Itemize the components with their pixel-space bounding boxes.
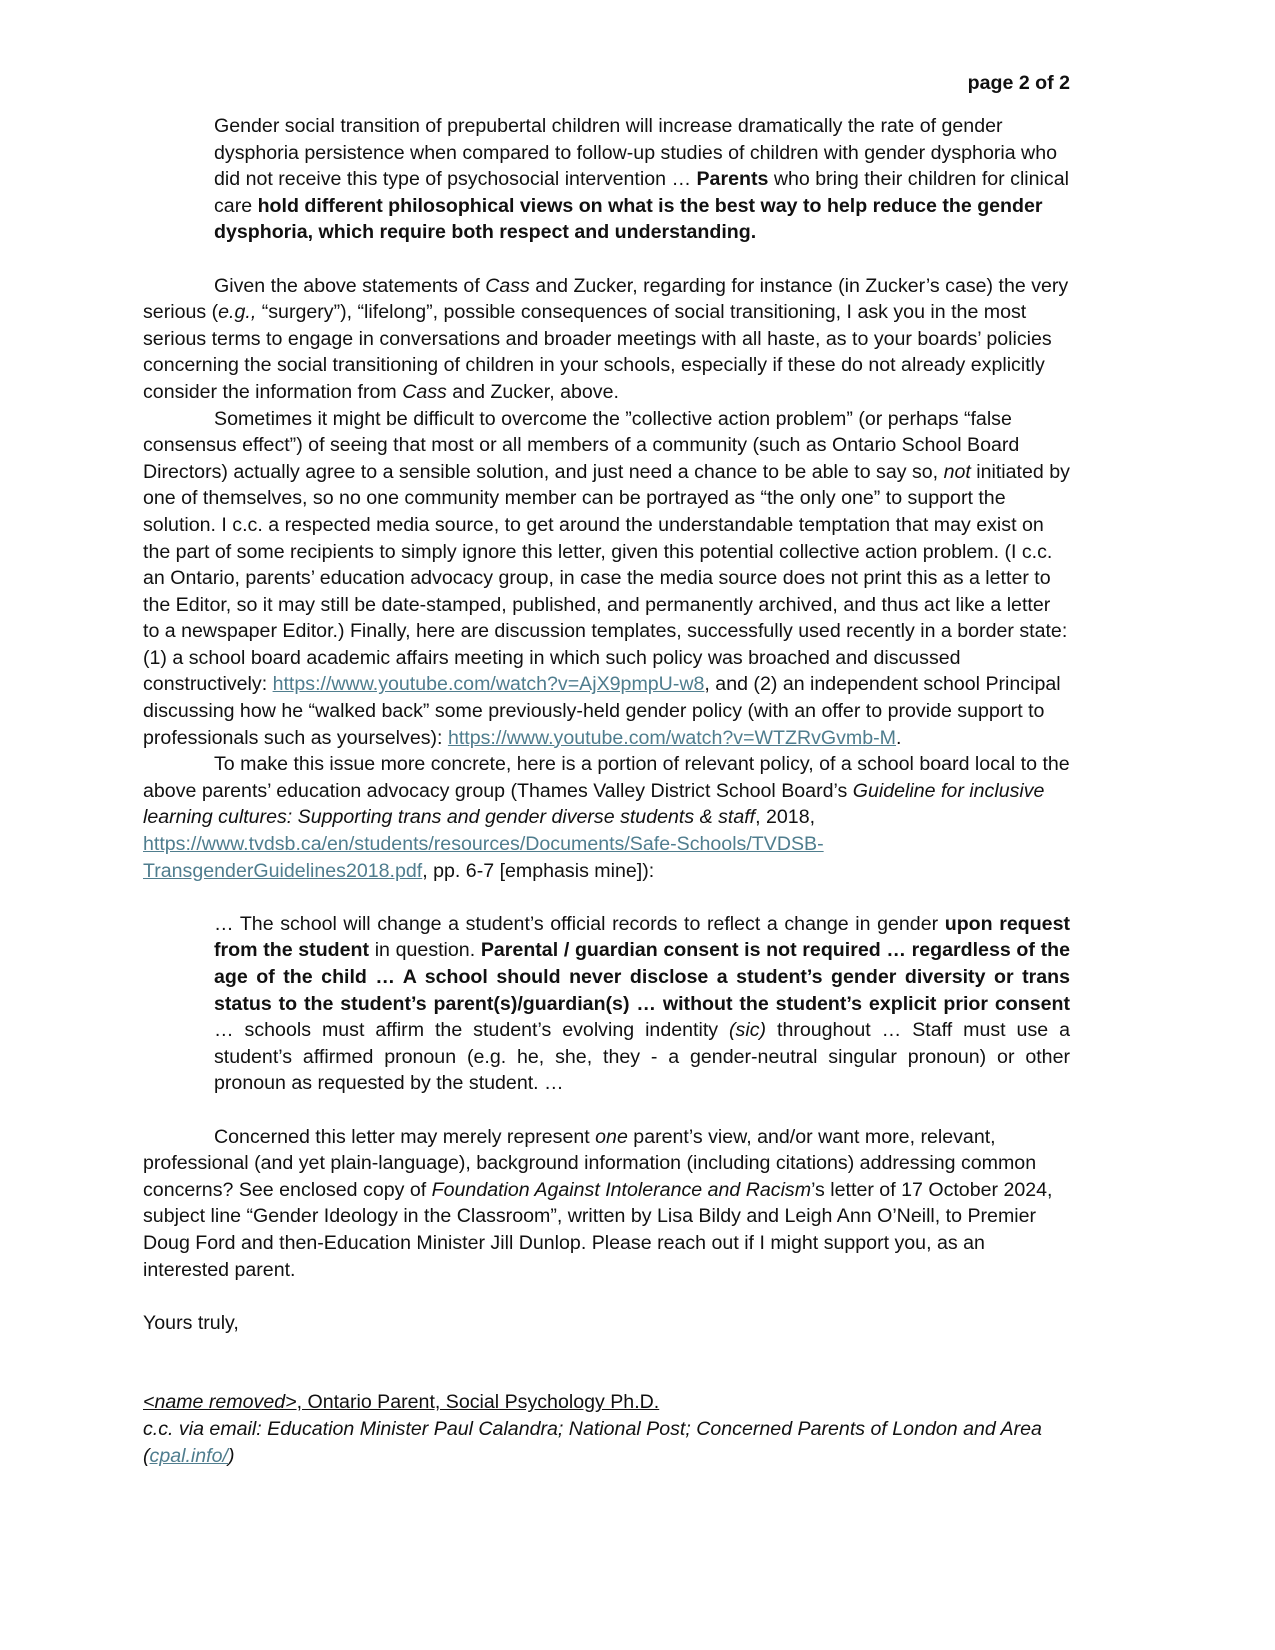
quote-bold-text: Parental / guardian consent is not required … regardless of the age of the child … A school should never disclose a student’s gender diversity or trans status to the student’s parent(s)/guardian(s) … without the student’s explicit prior consent [214, 939, 1070, 1015]
paragraph-text: Sometimes it might be difficult to overcome the ”collective action problem” (or perhaps “false consensus effect”) of seeing that most or all members of a community (such as Ontario School Board Directors) actually agree to a sensible solution, and just need a chance to be able to say so, [143, 407, 1020, 483]
spacer [143, 246, 1070, 273]
paragraph-concerned [143, 1124, 1070, 1284]
italic-text: Cass [485, 274, 530, 297]
spacer [143, 884, 1070, 911]
youtube-link-2[interactable]: https://www.youtube.com/watch?v=WTZRvGvmb-M [447, 726, 896, 749]
spacer [143, 1336, 1070, 1389]
cited-quote-zucker [214, 113, 1070, 246]
signature-name: <name removed> [143, 1391, 297, 1414]
italic-text: not [943, 460, 971, 483]
italic-text: one [595, 1125, 628, 1148]
page-number: page 2 of 2 [967, 72, 1070, 94]
paragraph-text: To make this issue more concrete, here is a portion of relevant policy, of a school board local to the above parents’ education advocacy group (Thames Valley District School Board’s [143, 753, 1070, 802]
spacer [143, 1283, 1070, 1310]
salutation: Yours truly, [143, 1311, 239, 1334]
cited-quote-policy [214, 911, 1070, 1097]
quote-text: … schools must affirm the student’s evolving indentity [214, 1019, 730, 1042]
italic-text: (sic) [729, 1019, 767, 1042]
paragraph-text: , and (2) an independent school Principal discussing how he “walked back” some previously-held gender policy (with an offer to provide support to professionals such as yourselves): [143, 673, 1061, 749]
cc-line [143, 1416, 1070, 1469]
paragraph-policy-concrete [143, 751, 1070, 884]
paragraph-text: initiated by one of themselves, so no one community member can be portrayed as “the only one” to support the solution. I c.c. a respected media source, to get around the understandable temptation that may exist on the part of some recipients to simply ignore this letter, given this potential collective action problem. (I c.c. an Ontario, parents’ education advocacy group, in case the media source does not print this as a letter to the Editor, so it may still be date-stamped, published, and permanently archived, and thus act like a letter to a newspaper Editor.) Finally, here are discussion templates, successfully used recently in a border state: (1) a school board academic affairs meeting in which such policy was broached and discussed constructively: [143, 460, 1070, 696]
paragraph-given-statements [143, 273, 1070, 406]
quote-text: Gender social transition of prepubertal children will increase dramatically the rate of gender dysphoria persistence when compared to follow-up studies of children with gender dysphoria who did not receive this type of psychosocial intervention … [214, 115, 1058, 191]
cpal-link[interactable]: cpal.info/ [149, 1444, 228, 1467]
signature-credentials: , Ontario Parent, Social Psychology Ph.D. [296, 1391, 660, 1414]
italic-text: Foundation Against Intolerance and Racism [431, 1178, 812, 1201]
spacer [143, 1097, 1070, 1124]
quote-text: in question. [369, 939, 481, 962]
signature-line [143, 1389, 1070, 1416]
letter-page [143, 70, 1070, 1469]
paragraph-text: ’s letter of 17 October 2024, subject line “Gender Ideology in the Classroom”, written by Lisa Bildy and Leigh Ann O’Neill, to Premier Doug Ford and then-Education Minister Jill Dunlop. Please reach out if I might support you, as an interested parent. [143, 1178, 1053, 1281]
italic-text: Cass [402, 380, 447, 403]
paragraph-text: and Zucker, regarding for instance (in Zucker’s case) the very serious ( [143, 274, 1069, 324]
italic-text: Guideline for inclusive learning cultures: Supporting trans and gender diverse students & staff [143, 779, 1045, 829]
quote-bold-text: upon request from the student [214, 912, 1070, 962]
paragraph-text: , 2018, [755, 806, 816, 829]
cc-end: ) [227, 1444, 235, 1467]
paragraph-collective-action [143, 406, 1070, 752]
youtube-link-1[interactable]: https://www.youtube.com/watch?v=AjX9pmpU-w8 [272, 673, 705, 696]
paragraph-text: “surgery”), “lifelong”, possible consequences of social transitioning, I ask you in the most serious terms to engage in conversations and broader meetings with all haste, as to your boards’ policies concerning the social transitioning of children in your schools, especially if these do not already explicitly consider the information from [143, 301, 1052, 403]
quote-bold-text: Parents [696, 168, 769, 191]
quote-text: … The school will change a student’s official records to reflect a change in gender [214, 912, 945, 935]
paragraph-text: Given the above statements of [214, 274, 486, 297]
tvdsb-guidelines-link[interactable]: https://www.tvdsb.ca/en/students/resources/Documents/Safe-Schools/TVDSB-TransgenderGuidelines2018.pdf [143, 833, 824, 882]
paragraph-text: Concerned this letter may merely represent [214, 1125, 596, 1148]
paragraph-text: . [896, 726, 902, 749]
quote-bold-text: hold different philosophical views on what is the best way to help reduce the gender dysphoria, which require both respect and understanding. [214, 194, 1043, 244]
paragraph-text: and Zucker, above. [446, 380, 619, 403]
paragraph-text: , pp. 6-7 [emphasis mine]): [422, 859, 655, 882]
cc-text: c.c. via email: Education Minister Paul Calandra; National Post; Concerned Parents of London and Area ( [143, 1417, 1042, 1467]
quote-text: who bring their children for clinical care [214, 168, 1069, 217]
paragraph-text: parent’s view, and/or want more, relevant, professional (and yet plain-language), background information (including citations) addressing common concerns? See enclosed copy of [143, 1125, 1037, 1201]
quote-text: throughout … Staff must use a student’s affirmed pronoun (e.g. he, she, they - a gender-neutral singular pronoun) or other pronoun as requested by the student. … [214, 1019, 1071, 1095]
italic-text: e.g., [218, 301, 257, 324]
